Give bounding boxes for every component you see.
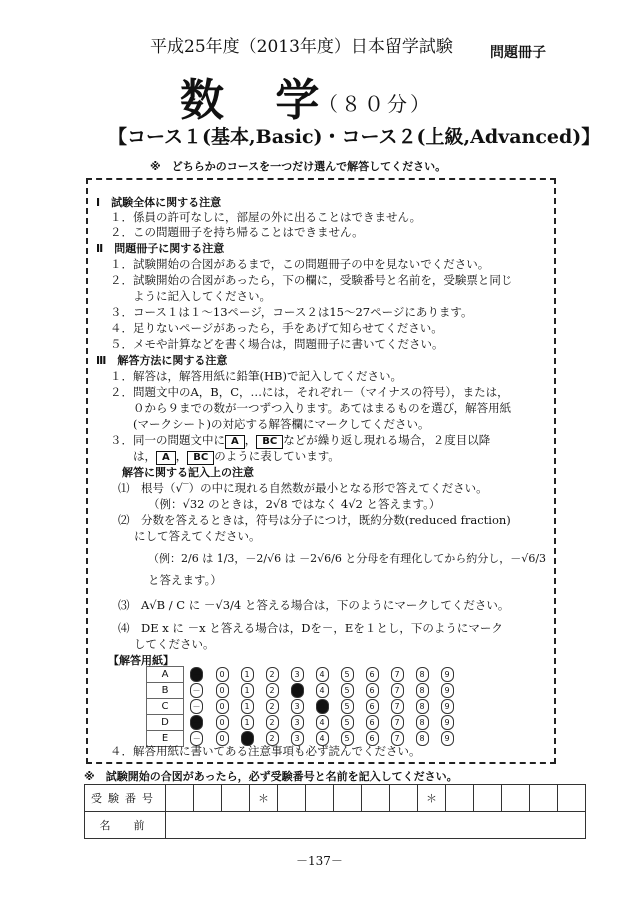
answer-bubble[interactable]: 3 <box>291 731 304 746</box>
bubble-cell <box>235 683 260 699</box>
s3-item-2: ２．問題文中のA，B，C，…には，それぞれ－（マイナスの符号），または， <box>110 385 509 399</box>
note-2-cont: にして答えてください。 <box>134 529 261 543</box>
s3-item-1: １．解答は，解答用紙に鉛筆(HB)で記入してください。 <box>110 369 402 383</box>
answer-bubble[interactable]: 7 <box>391 683 404 698</box>
exam-number-box[interactable] <box>502 785 530 812</box>
answer-bubble[interactable]: 1 <box>241 667 254 682</box>
note-3: ⑶ A√B / C に －√3/4 と答える場合は，下のようにマークしてください。 <box>118 598 510 612</box>
answer-bubble[interactable]: 6 <box>366 731 379 746</box>
answer-bubble[interactable]: 4 <box>316 683 329 698</box>
answer-bubble[interactable]: 5 <box>341 667 354 682</box>
answer-bubble[interactable]: 4 <box>316 699 329 714</box>
bubble-cell <box>235 667 260 683</box>
answer-bubble[interactable]: 4 <box>316 667 329 682</box>
s3-item-2-cont2: (マークシート)の対応する解答欄にマークしてください。 <box>110 417 430 431</box>
answer-bubble[interactable]: 4 <box>316 715 329 730</box>
answer-bubble[interactable]: － <box>190 715 203 730</box>
answer-bubble[interactable]: 6 <box>366 667 379 682</box>
s1-item-1: １．係員の許可なしに，部屋の外に出ることはできません。 <box>110 210 422 224</box>
answer-bubble[interactable]: 0 <box>216 715 229 730</box>
bubble-cell <box>310 667 335 683</box>
section-3-title: Ⅲ 解答方法に関する注意 <box>96 354 228 367</box>
s3-item-4: ４．解答用紙に書いてある注意事項も必ず読んでください。 <box>110 744 421 758</box>
bubble-cell <box>184 683 210 699</box>
exam-number-box[interactable] <box>194 785 222 812</box>
answer-sheet-label: 【解答用紙】 <box>108 654 174 667</box>
bubble-cell <box>360 667 385 683</box>
name-field[interactable] <box>166 812 586 839</box>
exam-info-table <box>84 784 586 839</box>
bubble-cell <box>184 715 210 731</box>
bubble-cell <box>335 683 360 699</box>
box-bc-2: BC <box>187 451 214 465</box>
s2-item-5: ５．メモや計算などを書く場合は，問題冊子に書いてください。 <box>110 337 444 351</box>
note-2: ⑵ 分数を答えるときは，符号は分子につけ，既約分数(reduced fraction) <box>118 513 511 527</box>
course-choose-note: ※ どちらかのコースを一つだけ選んで解答してください。 <box>150 160 447 173</box>
answer-bubble[interactable]: 3 <box>291 715 304 730</box>
bubble-cell <box>410 699 435 715</box>
exam-title: 平成25年度（2013年度）日本留学試験 <box>150 37 453 57</box>
answer-bubble[interactable]: 9 <box>441 683 454 698</box>
answer-bubble[interactable]: 8 <box>416 683 429 698</box>
s2-item-1: １．試験開始の合図があるまで，この問題冊子の中を見ないでください。 <box>110 257 490 271</box>
name-label: 名 前 <box>85 812 166 839</box>
answer-bubble[interactable]: 7 <box>391 699 404 714</box>
s3-item-3-cont: は， A ， BC のように表しています。 <box>110 449 340 463</box>
answer-bubble[interactable]: 5 <box>341 715 354 730</box>
box-bc: BC <box>256 435 283 449</box>
answer-bubble[interactable]: 3 <box>291 699 304 714</box>
bubble-cell <box>360 683 385 699</box>
answer-bubble[interactable]: 9 <box>441 715 454 730</box>
booklet-label: 問題冊子 <box>490 45 546 61</box>
answer-bubble[interactable]: 3 <box>291 683 304 698</box>
answer-row-label: D <box>147 715 184 731</box>
bubble-cell <box>435 683 460 699</box>
answer-bubble[interactable]: 4 <box>316 731 329 746</box>
answer-bubble[interactable]: 2 <box>266 715 279 730</box>
bubble-cell <box>184 667 210 683</box>
answer-bubble[interactable]: 9 <box>441 667 454 682</box>
s3-item-2-cont: ０から９までの数が一つずつ入ります。あてはまるものを選び，解答用紙 <box>110 401 512 415</box>
exam-number-box[interactable] <box>530 785 558 812</box>
exam-number-box[interactable] <box>390 785 418 812</box>
answer-bubble[interactable]: 2 <box>266 683 279 698</box>
answer-bubble[interactable]: 8 <box>416 667 429 682</box>
answer-bubble[interactable]: 2 <box>266 699 279 714</box>
note-1-example: （例：√32 のときは，2√8 ではなく 4√2 と答えます。） <box>148 497 441 511</box>
bubble-cell <box>410 715 435 731</box>
bubble-cell <box>335 715 360 731</box>
s2-item-2: ２．試験開始の合図があったら，下の欄に，受験番号と名前を，受験票と同じ <box>110 273 513 287</box>
bubble-cell <box>210 667 235 683</box>
exam-number-box[interactable] <box>166 785 194 812</box>
exam-number-box[interactable] <box>446 785 474 812</box>
answer-bubble[interactable]: 7 <box>391 731 404 746</box>
section-2-title: Ⅱ 問題冊子に関する注意 <box>96 242 225 255</box>
footer-notice: ※ 試験開始の合図があったら，必ず受験番号と名前を記入してください。 <box>84 770 458 783</box>
exam-number-star: ＊ <box>418 785 446 812</box>
bubble-cell <box>435 699 460 715</box>
bubble-cell <box>260 683 285 699</box>
answer-bubble[interactable]: 7 <box>391 667 404 682</box>
bubble-cell <box>360 715 385 731</box>
bubble-cell <box>210 715 235 731</box>
answer-row-label: C <box>147 699 184 715</box>
answer-bubble[interactable]: 0 <box>216 683 229 698</box>
note-1: ⑴ 根号（√‾）の中に現れる自然数が最小となる形で答えてください。 <box>118 481 488 495</box>
answer-bubble[interactable]: 0 <box>216 667 229 682</box>
duration: （８０分） <box>318 92 433 116</box>
answer-bubble[interactable]: 8 <box>416 731 429 746</box>
bubble-cell <box>210 699 235 715</box>
answer-row-label: B <box>147 683 184 699</box>
exam-number-row <box>85 785 586 812</box>
section-1-title: Ⅰ 試験全体に関する注意 <box>96 196 222 209</box>
bubble-cell <box>210 683 235 699</box>
answer-bubble[interactable]: 1 <box>241 683 254 698</box>
bubble-cell <box>260 715 285 731</box>
exam-number-box[interactable] <box>474 785 502 812</box>
answer-bubble[interactable]: 5 <box>341 699 354 714</box>
s2-item-2-cont: ように記入してください。 <box>110 289 271 303</box>
answer-bubble[interactable]: 2 <box>266 667 279 682</box>
s3-item-3: ３．同一の問題文中に A ， BC などが繰り返し現れる場合，２度目以降 <box>110 433 491 447</box>
s2-item-3: ３．コース１は１～13ページ，コース２は15～27ページにあります。 <box>110 305 473 319</box>
bubble-cell <box>260 667 285 683</box>
answer-bubble[interactable]: 8 <box>416 715 429 730</box>
bubble-cell <box>435 731 460 747</box>
bubble-cell <box>310 715 335 731</box>
subject-title: 数 学 <box>180 75 338 126</box>
note-2-example-end: と答えます。） <box>148 573 222 587</box>
bubble-cell <box>410 683 435 699</box>
name-row <box>85 812 586 839</box>
bubble-cell <box>285 683 310 699</box>
answer-row <box>147 715 460 731</box>
answer-row-label: A <box>147 667 184 683</box>
box-a: A <box>225 435 245 449</box>
exam-number-box[interactable] <box>306 785 334 812</box>
bubble-cell <box>285 667 310 683</box>
exam-number-box[interactable] <box>362 785 390 812</box>
bubble-cell <box>235 715 260 731</box>
answer-bubble[interactable]: 8 <box>416 699 429 714</box>
answer-bubble[interactable]: 1 <box>241 731 254 746</box>
bubble-cell <box>335 699 360 715</box>
box-a-2: A <box>156 451 176 465</box>
answer-bubble[interactable]: 9 <box>441 699 454 714</box>
answer-bubble[interactable]: 1 <box>241 699 254 714</box>
answer-bubble[interactable]: 0 <box>216 731 229 746</box>
exam-number-box[interactable] <box>558 785 586 812</box>
answer-bubble[interactable]: 9 <box>441 731 454 746</box>
bubble-cell <box>285 699 310 715</box>
answer-bubble[interactable]: － <box>190 731 203 746</box>
answer-row-label: E <box>147 731 184 747</box>
note-4-cont: してください。 <box>134 637 215 651</box>
answer-row <box>147 699 460 715</box>
answer-bubble[interactable]: 6 <box>366 683 379 698</box>
s2-item-4: ４．足りないページがあったら，手をあげて知らせてください。 <box>110 321 443 335</box>
exam-number-box[interactable] <box>278 785 306 812</box>
page-number: －137－ <box>296 854 343 868</box>
bubble-cell <box>335 667 360 683</box>
answer-bubble[interactable]: 1 <box>241 715 254 730</box>
bubble-cell <box>184 699 210 715</box>
bubble-cell <box>235 699 260 715</box>
exam-number-star: ＊ <box>250 785 278 812</box>
answer-bubble[interactable]: 0 <box>216 699 229 714</box>
answer-bubble[interactable]: 7 <box>391 715 404 730</box>
bubble-cell <box>385 715 410 731</box>
bubble-cell <box>310 683 335 699</box>
answer-sheet-example <box>146 666 460 747</box>
exam-number-label: 受験番号 <box>85 785 166 812</box>
s1-item-2: ２．この問題冊子を持ち帰ることはできません。 <box>110 225 364 239</box>
answer-row <box>147 683 460 699</box>
bubble-cell <box>260 699 285 715</box>
bubble-cell <box>435 667 460 683</box>
answer-bubble[interactable]: － <box>190 699 203 714</box>
answer-bubble[interactable]: 2 <box>266 731 279 746</box>
bubble-cell <box>310 699 335 715</box>
answer-bubble[interactable]: 6 <box>366 699 379 714</box>
bubble-cell <box>435 715 460 731</box>
exam-number-box[interactable] <box>222 785 250 812</box>
answer-bubble[interactable]: 5 <box>341 683 354 698</box>
note-2-example: （例：2/6 は 1/3，－2/√6 は －2√6/6 と分母を有理化してから約分し，－√6/3 <box>148 552 547 565</box>
answer-bubble[interactable]: 3 <box>291 667 304 682</box>
bubble-cell <box>360 699 385 715</box>
answer-bubble[interactable]: － <box>190 667 203 682</box>
note-4: ⑷ DE x に －x と答える場合は，Dを－，Eを１とし，下のようにマーク <box>118 621 503 635</box>
bubble-cell <box>385 699 410 715</box>
bubble-cell <box>385 667 410 683</box>
answer-bubble[interactable]: － <box>190 683 203 698</box>
answer-row <box>147 667 460 683</box>
answer-notes-subhead: 解答に関する記入上の注意 <box>122 466 254 479</box>
course-title: 【コース１(基本,Basic)・コース２(上級,Advanced)】 <box>108 126 601 148</box>
bubble-cell <box>385 683 410 699</box>
bubble-cell <box>410 667 435 683</box>
answer-bubble[interactable]: 6 <box>366 715 379 730</box>
answer-bubble[interactable]: 5 <box>341 731 354 746</box>
bubble-cell <box>285 715 310 731</box>
exam-number-box[interactable] <box>334 785 362 812</box>
